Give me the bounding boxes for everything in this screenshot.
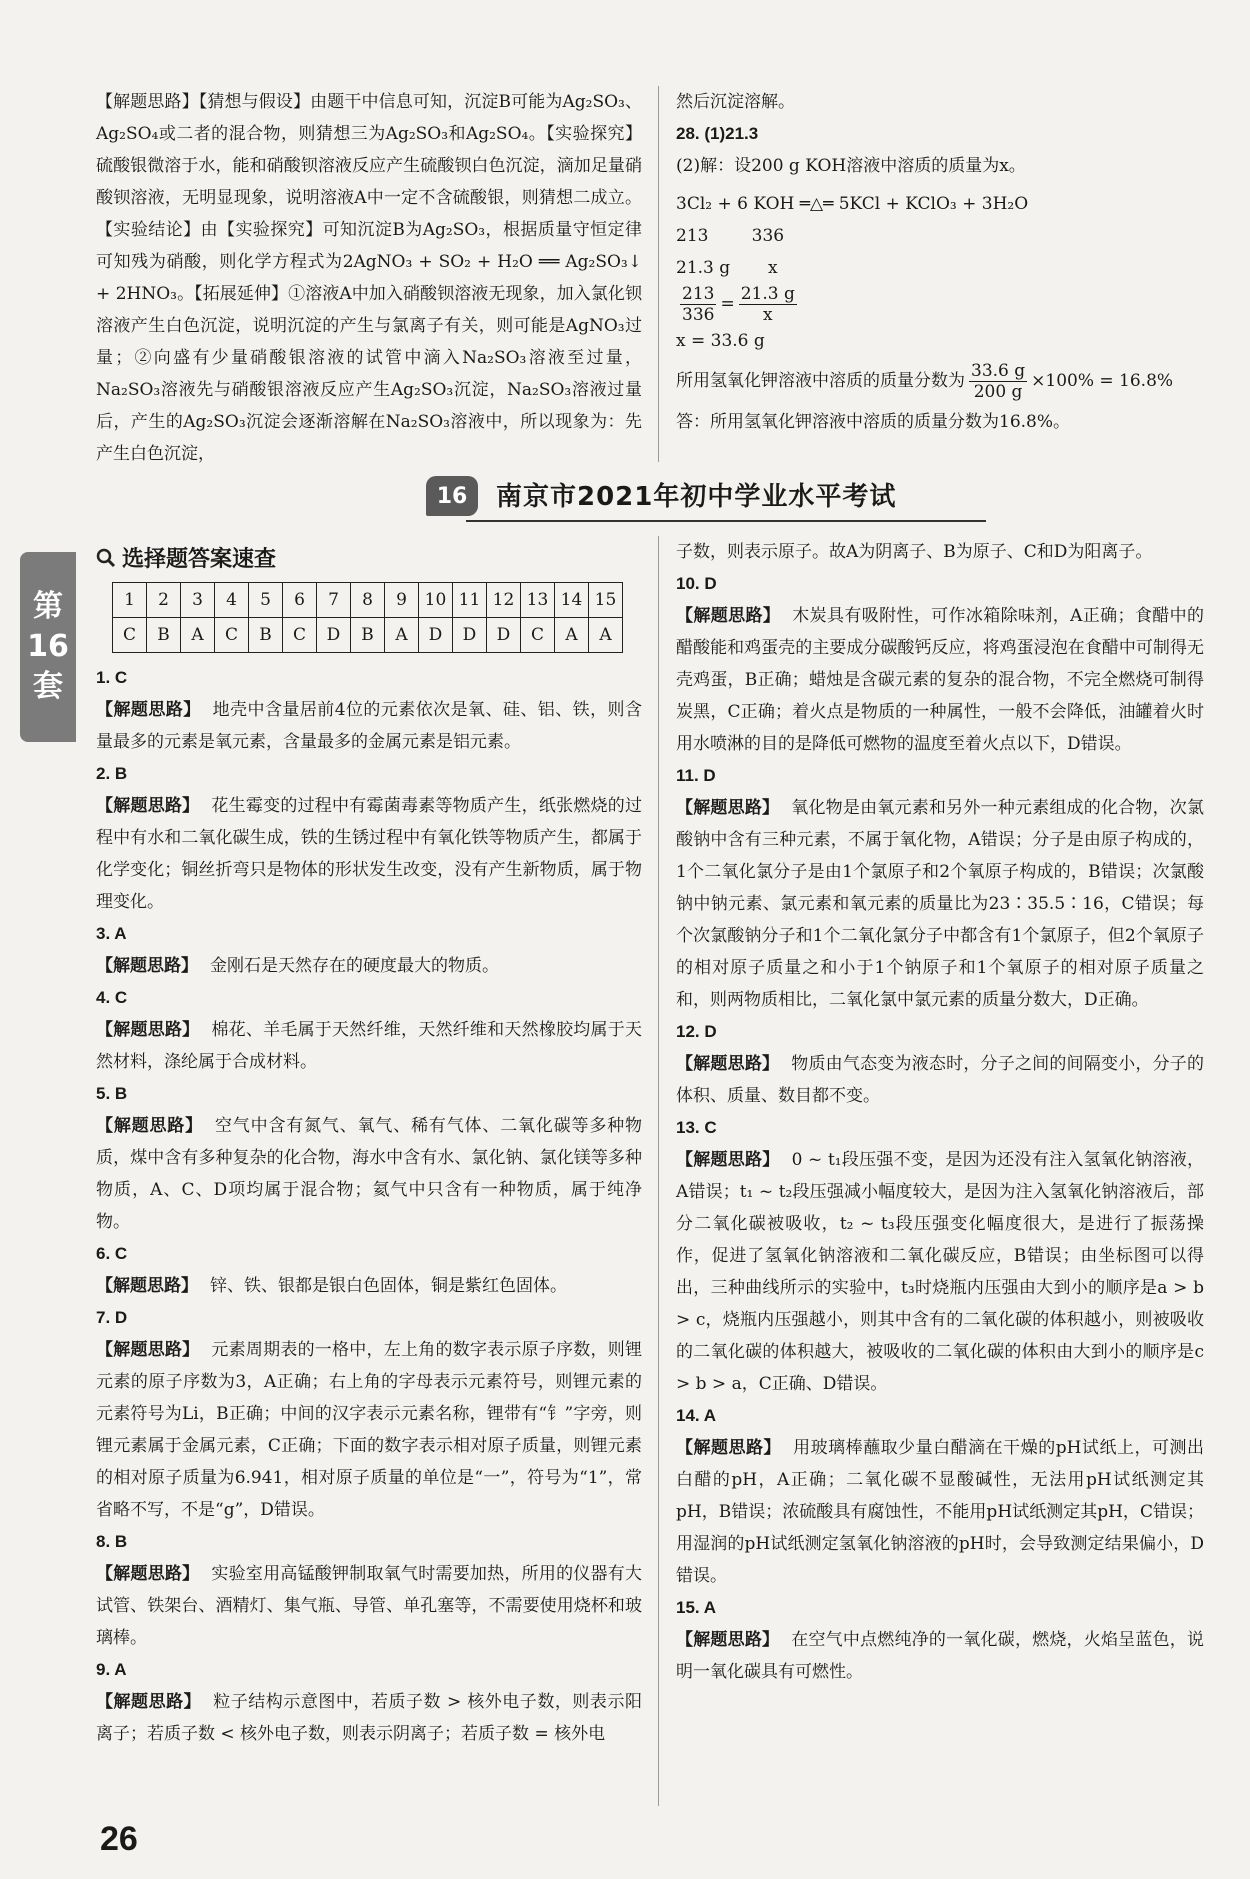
section-title: 南京市2021年初中学业水平考试	[496, 482, 897, 512]
answer-table-answer-cell: C	[283, 618, 317, 653]
question-number: 13. C	[676, 1118, 717, 1137]
explanation-text: 棉花、羊毛属于天然纤维，天然纤维和天然橡胶均属于天然材料，涤纶属于合成材料。	[96, 1020, 643, 1072]
answer-table-answer-cell: A	[385, 618, 419, 653]
question-number: 12. D	[676, 1022, 717, 1041]
answer-table-number-cell: 15	[589, 583, 623, 618]
explanation-tag: 【解题思路】	[676, 798, 780, 818]
mass-fraction-line	[676, 361, 1204, 402]
answer-table-answer-cell: D	[453, 618, 487, 653]
chemical-equation: 3Cl₂ + 6 KOH ═△═ 5KCl + KClO₃ + 3H₂O	[676, 194, 1029, 214]
question-number: 10. D	[676, 574, 717, 593]
answer-table-answer-cell: C	[113, 618, 147, 653]
explanation-paragraph	[96, 1558, 642, 1654]
explanation-tag: 【解题思路】	[676, 606, 781, 626]
answer-table-number-cell: 5	[249, 583, 283, 618]
answer-table-number-cell: 11	[453, 583, 487, 618]
section-rule	[466, 520, 986, 522]
question-28-part-2: (2)解：设200 g KOH溶液中溶质的质量为x。	[676, 156, 1026, 176]
explanation-tag: 【解题思路】	[96, 1340, 200, 1360]
explanation-tag: 【解题思路】	[96, 1116, 203, 1136]
answer-table-number-cell: 12	[487, 583, 521, 618]
fraction-right	[739, 284, 797, 325]
explanation-text: 空气中含有氮气、氧气、稀有气体、二氧化碳等多种物质，煤中含有多种复杂的化合物，海水中含有水、氯化钠、氯化镁等多种物质，A、C、D项均属于混合物；氦气中只含有一种物质，属于纯净物。	[96, 1116, 643, 1232]
answer-table-number-cell: 3	[181, 583, 215, 618]
answer-table-number-cell: 2	[147, 583, 181, 618]
column-divider-top	[658, 86, 659, 462]
question-number: 6. C	[96, 1244, 128, 1263]
page-number: 26	[100, 1820, 138, 1858]
fraction-right-den: x	[762, 305, 773, 325]
question-number: 7. D	[96, 1308, 128, 1327]
explanation-paragraph	[96, 790, 642, 918]
mass-fraction-num: 33.6 g	[971, 361, 1026, 381]
section-header	[96, 472, 1204, 524]
explanation-tag: 【解题思路】	[676, 1630, 780, 1650]
explanation-text: 元素周期表的一格中，左上角的数字表示原子序数，则锂元素的原子序数为3，A正确；右上角的字母表示元素符号，则锂元素的元素符号为Li，B正确；中间的汉字表示元素名称，锂带有“钅”字旁，则锂元素属于金属元素，C正确；下面的数字表示相对原子质量，则锂元素的相对原子质量为6.941，相对原子质量的单位是“一”，符号为“1”，常省略不写，不是“g”，D错误。	[96, 1340, 643, 1520]
left-main-column	[96, 662, 642, 1750]
mass-fraction-suffix: ×100% = 16.8%	[1031, 371, 1174, 391]
answer-table-answer-cell: D	[419, 618, 453, 653]
explanation-text: 锌、铁、银都是银白色固体，铜是紫红色固体。	[210, 1276, 567, 1296]
top-right-column	[676, 86, 1204, 438]
explanation-text: 在空气中点燃纯净的一氧化碳，燃烧，火焰呈蓝色，说明一氧化碳具有可燃性。	[676, 1630, 1205, 1682]
answer-table-answer-cell: A	[181, 618, 215, 653]
answer-table-answer-cell: C	[521, 618, 555, 653]
answer-table-answer-row	[113, 618, 623, 653]
explanation-text: 金刚石是天然存在的硬度最大的物质。	[210, 956, 499, 976]
fraction-right-num: 21.3 g	[740, 284, 795, 304]
explanation-text: 物质由气态变为液态时，分子之间的间隔变小，分子的体积、质量、数目都不变。	[676, 1054, 1205, 1106]
side-tab-line-2: 16	[27, 629, 69, 664]
explanation-paragraph	[96, 1014, 642, 1078]
question-number: 11. D	[676, 766, 716, 785]
explanation-text: 氧化物是由氧元素和另外一种元素组成的化合物，次氯酸钠中含有三种元素，不属于氧化物，A错误；分子是由原子构成的，1个二氧化氯分子是由1个氯原子和2个氧原子构成的，B错误；次氯酸钠中钠元素、氯元素和氧元素的质量比为23∶35.5∶16，C错误；每个次氯酸钠分子和1个二氧化氯分子中都含有1个氯原子，但2个氧原子的相对原子质量之和小于1个钠原子和1个氧原子的相对原子质量之和，则两物质相比，二氧化氯中氯元素的质量分数大，D正确。	[676, 798, 1205, 1010]
answer-line: 答：所用氢氧化钾溶液中溶质的质量分数为16.8%。	[676, 412, 1071, 432]
question-number: 5. B	[96, 1084, 128, 1103]
explanation-text: 花生霉变的过程中有霉菌毒素等物质产生，纸张燃烧的过程中有水和二氧化碳生成，铁的生锈过程中有氧化铁等物质产生，都属于化学变化；铜丝折弯只是物体的形状发生改变，没有产生新物质，属于物理变化。	[96, 796, 643, 912]
explanation-paragraph	[676, 1144, 1204, 1400]
section-badge: 16	[426, 476, 478, 516]
answer-table-number-cell: 13	[521, 583, 555, 618]
top-left-column	[96, 86, 642, 470]
answer-table-number-cell: 8	[351, 583, 385, 618]
explanation-tag: 【解题思路】	[96, 1564, 200, 1584]
ratio-line-2: 21.3 g x	[676, 258, 778, 278]
explanation-paragraph	[96, 1686, 642, 1750]
answer-table-number-cell: 7	[317, 583, 351, 618]
proportion-line	[676, 284, 1204, 325]
question-number: 2. B	[96, 764, 128, 783]
answer-table-answer-cell: B	[147, 618, 181, 653]
answer-table-answer-cell: D	[487, 618, 521, 653]
continuation-text: 然后沉淀溶解。	[676, 92, 795, 112]
answer-table-number-row	[113, 583, 623, 618]
answer-table-number-cell: 10	[419, 583, 453, 618]
explanation-text: 实验室用高锰酸钾制取氧气时需要加热，所用的仪器有大试管、铁架台、酒精灯、集气瓶、导管、单孔塞等，不需要使用烧杯和玻璃棒。	[96, 1564, 643, 1648]
answer-table-number-cell: 14	[555, 583, 589, 618]
question-number: 1. C	[96, 668, 128, 687]
answer-table-number-cell: 9	[385, 583, 419, 618]
answer-table-number-cell: 6	[283, 583, 317, 618]
explanation-tag: 【解题思路】	[96, 1276, 198, 1296]
right-main-column	[676, 536, 1204, 1688]
explanation-tag: 【解题思路】	[676, 1150, 780, 1170]
explanation-text: 地壳中含量居前4位的元素依次是氧、硅、铝、铁，则含量最多的元素是氧元素，含量最多的金属元素是铝元素。	[96, 700, 642, 752]
explanation-tag: 【解题思路】	[96, 700, 201, 720]
explanation-paragraph	[96, 950, 642, 982]
explanation-paragraph	[96, 694, 642, 758]
side-tab	[20, 552, 76, 742]
question-number: 9. A	[96, 1660, 127, 1679]
explanation-tag: 【解题思路】	[676, 1054, 780, 1074]
explanation-tag: 【解题思路】	[96, 1020, 200, 1040]
answer-table-number-cell: 1	[113, 583, 147, 618]
answer-table-answer-cell: A	[589, 618, 623, 653]
answer-table-answer-cell: A	[555, 618, 589, 653]
answer-table-answer-cell: B	[249, 618, 283, 653]
explanation-text: 粒子结构示意图中，若质子数 > 核外电子数，则表示阳离子；若质子数 < 核外电子数，则表示阴离子；若质子数 = 核外电	[96, 1692, 642, 1744]
question-28-part-1: 28. (1)21.3	[676, 124, 759, 143]
explanation-text: 0 ~ t₁段压强不变，是因为还没有注入氢氧化钠溶液，A错误；t₁ ~ t₂段压强减小幅度较大，是因为注入氢氧化钠溶液后，部分二氧化碳被吸收，t₂ ~ t₃段压强变化幅度很大，是进行了振荡操作，促进了氢氧化钠溶液和二氧化碳反应，B错误；由坐标图可以得出，三种曲线所示的实验中，t₃时烧瓶内压强由大到小的顺序是a > b > c，烧瓶内压强越小，则其中含有的二氧化碳的体积越小，则被吸收的二氧化碳的体积越大，被吸收的二氧化碳的体积由大到小的顺序是c > b > a，C正确、D错误。	[676, 1150, 1205, 1394]
explanation-paragraph	[96, 1334, 642, 1526]
side-tab-line-1: 第	[33, 589, 63, 624]
question-number: 3. A	[96, 924, 127, 943]
fraction-left	[680, 284, 716, 325]
paragraph-q27-explanation: 【解题思路】【猜想与假设】由题干中信息可知，沉淀B可能为Ag₂SO₃、Ag₂SO₄或二者的混合物，则猜想三为Ag₂SO₃和Ag₂SO₄。【实验探究】硫酸银微溶于水，能和硝酸钡溶液反应产生硫酸钡白色沉淀，滴加足量硝酸钡溶液，无明显现象，说明溶液A中一定不含硫酸银，则猜想二成立。【实验结论】由【实验探究】可知沉淀B为Ag₂SO₃，根据质量守恒定律可知残为硝酸，则化学方程式为2AgNO₃ + SO₂ + H₂O ══ Ag₂SO₃↓ + 2HNO₃。【拓展延伸】①溶液A中加入硝酸钡溶液无现象，加入氯化钡溶液产生白色沉淀，说明沉淀的产生与氯离子有关，则可能是AgNO₃过量；②向盛有少量硝酸银溶液的试管中滴入Na₂SO₃溶液至过量，Na₂SO₃溶液先与硝酸银溶液反应产生Ag₂SO₃沉淀，Na₂SO₃溶液过量后，产生的Ag₂SO₃沉淀会逐渐溶解在Na₂SO₃溶液中，所以现象为：先产生白色沉淀，	[96, 92, 642, 464]
question-number: 15. A	[676, 1598, 717, 1617]
magnifier-icon	[96, 548, 116, 568]
mass-fraction-prefix: 所用氢氧化钾溶液中溶质的质量分数为	[676, 371, 965, 391]
answer-table-number-cell: 4	[215, 583, 249, 618]
explanation-paragraph	[96, 1270, 642, 1302]
column-divider-main	[658, 536, 659, 1806]
explanation-paragraph	[676, 1624, 1204, 1688]
ratio-line-1: 213 336	[676, 226, 785, 246]
explanation-tag: 【解题思路】	[676, 1438, 782, 1458]
fraction-left-den: 336	[682, 305, 715, 325]
continuation-q9: 子数，则表示原子。故A为阴离子、B为原子、C和D为阳离子。	[676, 542, 1153, 562]
quick-check-title	[96, 542, 276, 573]
question-number: 8. B	[96, 1532, 128, 1551]
question-number: 14. A	[676, 1406, 717, 1425]
quick-check-title-text: 选择题答案速查	[122, 547, 277, 572]
side-tab-line-3: 套	[33, 669, 63, 704]
explanation-paragraph	[676, 1432, 1204, 1592]
explanation-paragraph	[676, 792, 1204, 1016]
question-number: 4. C	[96, 988, 128, 1007]
explanation-paragraph	[96, 1110, 642, 1238]
explanation-text: 用玻璃棒蘸取少量白醋滴在干燥的pH试纸上，可测出白醋的pH，A正确；二氧化碳不显酸碱性，无法用pH试纸测定其pH，B错误；浓硫酸具有腐蚀性，不能用pH试纸测定其pH，C错误；用湿润的pH试纸测定氢氧化钠溶液的pH时，会导致测定结果偏小，D错误。	[676, 1438, 1204, 1586]
explanation-tag: 【解题思路】	[96, 796, 200, 816]
answer-table-answer-cell: D	[317, 618, 351, 653]
answer-table-answer-cell: C	[215, 618, 249, 653]
explanation-paragraph	[676, 600, 1204, 760]
fraction-left-num: 213	[682, 284, 715, 304]
mass-fraction-den: 200 g	[973, 382, 1023, 402]
explanation-tag: 【解题思路】	[96, 1692, 202, 1712]
explanation-text: 木炭具有吸附性，可作冰箱除味剂，A正确；食醋中的醋酸能和鸡蛋壳的主要成分碳酸钙反应，将鸡蛋浸泡在食醋中可制得无壳鸡蛋，B正确；蜡烛是含碳元素的复杂的混合物，不完全燃烧可制得炭黑，C正确；着火点是物质的一种属性，一般不会降低，油罐着火时用水喷淋的目的是降低可燃物的温度至着火点以下，D错误。	[676, 606, 1204, 754]
explanation-tag: 【解题思路】	[96, 956, 198, 976]
mass-fraction	[969, 361, 1027, 402]
equals-sign: =	[720, 294, 735, 314]
answer-table-answer-cell: B	[351, 618, 385, 653]
result-line: x = 33.6 g	[676, 331, 765, 351]
explanation-paragraph	[676, 1048, 1204, 1112]
answer-table	[112, 582, 623, 653]
